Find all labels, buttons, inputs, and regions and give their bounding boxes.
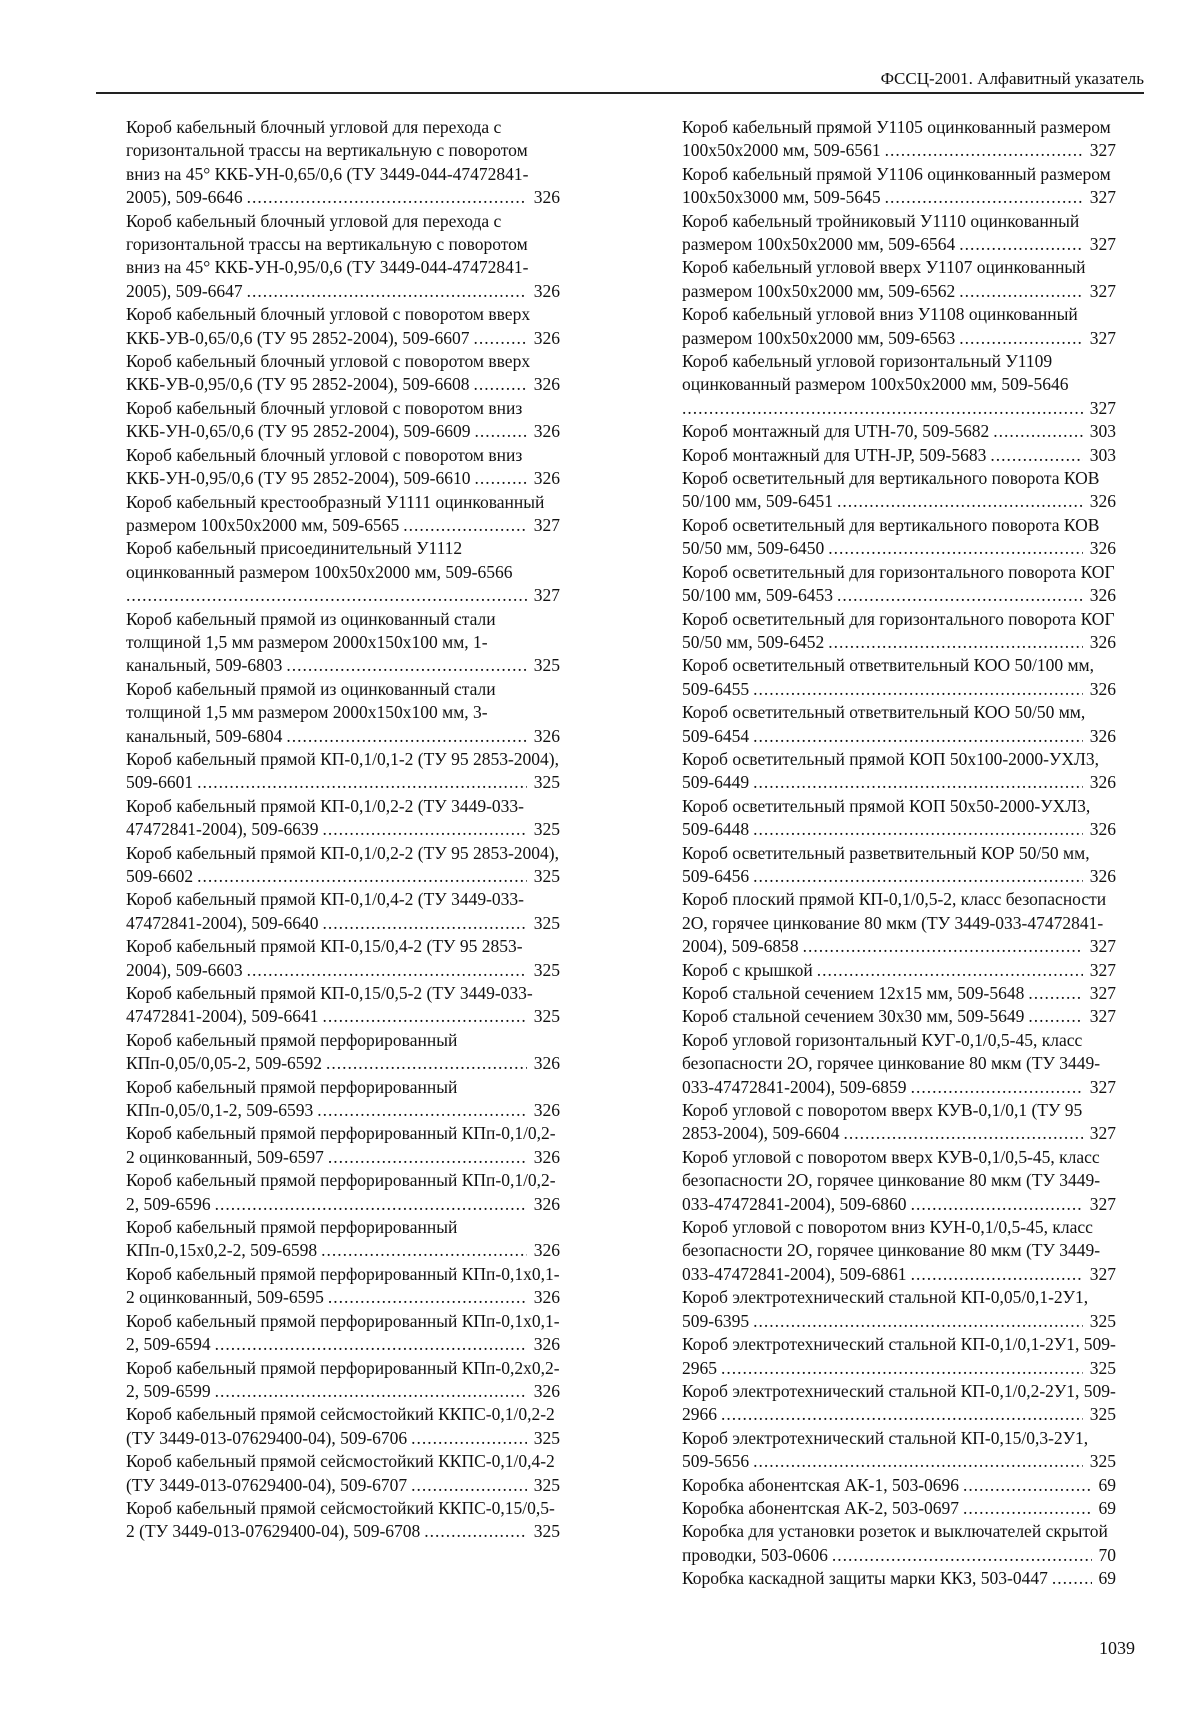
index-entry: [660, 1216, 1116, 1286]
entry-page-number: 326: [1087, 771, 1116, 794]
entry-page-number: 69: [1096, 1474, 1117, 1497]
dot-leader: [753, 818, 1083, 841]
entry-page-number: 327: [1087, 1193, 1116, 1216]
dot-leader: [837, 490, 1083, 513]
entry-text: Короб угловой с поворотом вниз КУН-0,1/0,5-45, класс безопасности 2О, горячее цинкование 80 мкм (ТУ 3449-033-47472841-2004), 509-6861: [682, 1217, 1101, 1284]
index-entry: [660, 561, 1116, 608]
dot-leader: [911, 1076, 1083, 1099]
entry-page-number: 325: [531, 1427, 560, 1450]
dot-leader: [828, 537, 1083, 560]
dot-leader: [963, 1474, 1091, 1497]
entry-text: Короб кабельный прямой перфорированный КПп-0,1х0,1-2 оцинкованный, 509-6595: [126, 1263, 560, 1308]
index-entry: [660, 1380, 1116, 1427]
dot-leader: [803, 935, 1083, 958]
entry-text: Короб кабельный угловой вверх У1107 оцинкованный размером 100х50х2000 мм, 509-6562: [682, 257, 1086, 301]
dot-leader: [197, 865, 527, 888]
entry-page-number: 327: [531, 584, 560, 607]
dot-leader: [247, 280, 527, 303]
dot-leader: [753, 1450, 1083, 1473]
entry-text: Короб кабельный прямой перфорированный КПп-0,2х0,2-2, 509-6599: [126, 1357, 560, 1401]
entry-page-number: 326: [531, 1380, 560, 1403]
dot-leader: [753, 1310, 1083, 1333]
index-entry: [660, 1005, 1116, 1028]
dot-leader: [424, 1520, 526, 1543]
entry-page-number: 325: [1087, 1357, 1116, 1380]
index-entry: [660, 256, 1116, 303]
entry-text: Короб кабельный тройниковый У1110 оцинкованный размером 100х50х2000 мм, 509-6564: [682, 210, 1080, 255]
entry-page-number: 327: [1087, 233, 1116, 256]
entry-page-number: 303: [1087, 444, 1116, 467]
index-entry: [660, 1029, 1116, 1099]
index-entry: [660, 420, 1116, 443]
entry-page-number: 326: [531, 1193, 560, 1216]
dot-leader: [843, 1122, 1082, 1145]
entry-page-number: 325: [1087, 1403, 1116, 1426]
entry-text: Короб кабельный прямой сейсмостойкий ККПС-0,15/0,5-2 (ТУ 3449-013-07629400-04), 509-6708: [126, 1497, 555, 1542]
dot-leader: [328, 1146, 527, 1169]
running-header: [96, 68, 1144, 94]
dot-leader: [474, 467, 526, 490]
index-entry: [660, 163, 1116, 210]
entry-page-number: 325: [531, 865, 560, 888]
index-entry: [660, 514, 1116, 561]
entry-text: Короб кабельный прямой перфорированный КПп-0,15х0,2-2, 509-6598: [126, 1217, 458, 1261]
entry-page-number: 326: [1087, 537, 1116, 560]
dot-leader: [993, 420, 1082, 443]
entry-page-number: 326: [1087, 818, 1116, 841]
entry-text: Короб кабельный блочный угловой с поворотом вверх ККБ-УВ-0,95/0,6 (ТУ 95 2852-2004), 509-6608: [126, 351, 531, 395]
entry-page-number: 326: [531, 725, 560, 748]
entry-text: Короб кабельный блочный угловой для перехода с горизонтальной трассы на вертикальную с поворотом вниз на 45° ККБ-УН-0,65/0,6 (ТУ 3449-044-47472841-2005), 509-6646: [126, 117, 529, 208]
entry-text: Короб осветительный для горизонтального поворота КОГ 50/50 мм, 509-6452: [682, 608, 1115, 652]
dot-leader: [885, 139, 1083, 162]
index-entry: [104, 1497, 560, 1544]
entry-page-number: 326: [531, 1286, 560, 1309]
entry-text: Коробка абонентская АК-2, 503-0697: [682, 1498, 962, 1518]
entry-page-number: 326: [531, 186, 560, 209]
index-entry: [104, 888, 560, 935]
entry-text: Коробка каскадной защиты марки ККЗ, 503-0447: [682, 1568, 1051, 1588]
dot-leader: [328, 1286, 527, 1309]
index-entry: [660, 982, 1116, 1005]
entry-page-number: 326: [531, 1239, 560, 1262]
entry-text: Короб электротехнический стальной КП-0,1/0,1-2У1, 509-2965: [682, 1334, 1116, 1378]
entry-page-number: 325: [1087, 1450, 1116, 1473]
entry-page-number: 327: [1087, 280, 1116, 303]
entry-text: Короб кабельный прямой У1105 оцинкованный размером 100х50х2000 мм, 509-6561: [682, 117, 1111, 161]
dot-leader: [753, 725, 1083, 748]
index-entry: [104, 1216, 560, 1263]
index-entry: [660, 1520, 1116, 1567]
index-entry: [104, 397, 560, 444]
entry-text: Короб угловой с поворотом вверх КУВ-0,1/0,5-45, класс безопасности 2О, горячее цинкование 80 мкм (ТУ 3449-033-47472841-2004), 509-6860: [682, 1146, 1101, 1214]
dot-leader: [322, 912, 526, 935]
dot-leader: [317, 1099, 526, 1122]
entry-text: Короб осветительный прямой КОП 50х50-2000-УХЛ3, 509-6448: [682, 795, 1091, 840]
index-entry: [660, 701, 1116, 748]
dot-leader: [753, 771, 1083, 794]
dot-leader: [837, 584, 1083, 607]
entry-page-number: 327: [1087, 397, 1116, 420]
entry-page-number: 327: [1087, 327, 1116, 350]
dot-leader: [911, 1193, 1083, 1216]
dot-leader: [326, 1052, 527, 1075]
entry-page-number: 326: [531, 1146, 560, 1169]
index-entry: [104, 1169, 560, 1216]
dot-leader: [959, 280, 1083, 303]
entry-text: Короб угловой с поворотом вверх КУВ-0,1/0,1 (ТУ 95 2853-2004), 509-6604: [682, 1100, 1083, 1144]
entry-page-number: 327: [1087, 935, 1116, 958]
entry-page-number: 327: [1087, 1122, 1116, 1145]
page-number: 1039: [1099, 1638, 1135, 1658]
entry-text: Короб электротехнический стальной КП-0,15/0,3-2У1, 509-5656: [682, 1427, 1089, 1472]
entry-text: Короб кабельный прямой перфорированный КПп-0,1/0,2-2, 509-6596: [126, 1170, 556, 1214]
dot-leader: [215, 1380, 527, 1403]
index-entry: [660, 1286, 1116, 1333]
dot-leader: [474, 420, 526, 443]
entry-text: Короб осветительный для горизонтального поворота КОГ 50/100 мм, 509-6453: [682, 561, 1115, 606]
index-entry: [104, 1310, 560, 1357]
entry-text: Коробка абонентская АК-1, 503-0696: [682, 1475, 962, 1495]
index-entry: [660, 444, 1116, 467]
index-entry: [104, 303, 560, 350]
index-entry: [104, 748, 560, 795]
dot-leader: [474, 373, 527, 396]
entry-text: Короб кабельный прямой перфорированный КПп-0,05/0,1-2, 509-6593: [126, 1076, 458, 1121]
entry-page-number: 327: [1087, 959, 1116, 982]
entry-text: Короб кабельный прямой из оцинкованный стали толщиной 1,5 мм размером 2000х150х100 мм, 3-канальный, 509-6804: [126, 678, 496, 746]
entry-text: Короб кабельный блочный угловой с поворотом вниз ККБ-УН-0,95/0,6 (ТУ 95 2852-2004), 509-6610: [126, 444, 523, 489]
entry-text: Короб кабельный блочный угловой с поворотом вверх ККБ-УВ-0,65/0,6 (ТУ 95 2852-2004), 509-6607: [126, 304, 531, 348]
entry-page-number: 325: [531, 818, 560, 841]
index-entry: [104, 210, 560, 304]
dot-leader: [753, 865, 1083, 888]
entry-text: Короб плоский прямой КП-0,1/0,5-2, класс безопасности 2О, горячее цинкование 80 мкм (ТУ 3449-033-47472841-2004), 509-6858: [682, 889, 1107, 957]
index-entry: [104, 1076, 560, 1123]
entry-page-number: 325: [531, 912, 560, 935]
entry-page-number: 326: [531, 1099, 560, 1122]
entry-page-number: 70: [1096, 1544, 1117, 1567]
index-entry: [104, 795, 560, 842]
entry-text: Короб кабельный прямой перфорированный КПп-0,1х0,1-2, 509-6594: [126, 1310, 560, 1355]
dot-leader: [322, 1005, 526, 1028]
dot-leader: [247, 186, 527, 209]
entry-page-number: 325: [531, 959, 560, 982]
dot-leader: [247, 959, 527, 982]
index-entry: [104, 608, 560, 678]
entry-text: Короб кабельный блочный угловой с поворотом вниз ККБ-УН-0,65/0,6 (ТУ 95 2852-2004), 509-6609: [126, 397, 523, 442]
dot-leader: [1028, 1005, 1082, 1028]
dot-leader: [321, 1239, 527, 1262]
dot-leader: [411, 1474, 527, 1497]
dot-leader: [682, 397, 1083, 420]
index-entry: [660, 748, 1116, 795]
entry-text: Короб осветительный разветвительный КОР 50/50 мм, 509-6456: [682, 842, 1090, 886]
entry-page-number: 326: [1087, 631, 1116, 654]
entry-text: Короб угловой горизонтальный КУГ-0,1/0,5-45, класс безопасности 2О, горячее цинкование 80 мкм (ТУ 3449-033-47472841-2004), 509-6859: [682, 1029, 1101, 1097]
index-entry: [104, 350, 560, 397]
index-entry: [660, 1146, 1116, 1216]
index-entry: [660, 654, 1116, 701]
entry-text: Короб осветительный ответвительный КОО 50/100 мм, 509-6455: [682, 655, 1094, 699]
entry-text: Короб монтажный для UTH-70, 509-5682: [682, 421, 992, 441]
dot-leader: [721, 1403, 1083, 1426]
index-entry: [104, 444, 560, 491]
dot-leader: [1052, 1567, 1092, 1590]
entry-text: Короб кабельный крестообразный У1111 оцинкованный размером 100х50х2000 мм, 509-6565: [126, 491, 545, 535]
entry-page-number: 326: [1087, 678, 1116, 701]
index-entry: [104, 1357, 560, 1404]
entry-text: Короб кабельный угловой вниз У1108 оцинкованный размером 100х50х2000 мм, 509-6563: [682, 304, 1078, 348]
entry-text: Короб кабельный прямой перфорированный КПп-0,1/0,2-2 оцинкованный, 509-6597: [126, 1123, 556, 1167]
index-entry: [660, 1497, 1116, 1520]
entry-page-number: 327: [1087, 186, 1116, 209]
entry-page-number: 327: [1087, 1005, 1116, 1028]
entry-text: Короб кабельный прямой сейсмостойкий ККПС-0,1/0,2-2 (ТУ 3449-013-07629400-04), 509-6706: [126, 1404, 555, 1448]
entry-page-number: 303: [1087, 420, 1116, 443]
entry-page-number: 326: [1087, 490, 1116, 513]
entry-text: Короб кабельный прямой КП-0,1/0,2-2 (ТУ 95 2853-2004), 509-6602: [126, 842, 559, 886]
index-entry: [104, 678, 560, 748]
dot-leader: [322, 818, 526, 841]
entry-text: Короб кабельный прямой сейсмостойкий ККПС-0,1/0,4-2 (ТУ 3449-013-07629400-04), 509-6707: [126, 1451, 555, 1495]
dot-leader: [215, 1193, 527, 1216]
dot-leader: [403, 514, 527, 537]
entry-page-number: 325: [531, 1005, 560, 1028]
index-entry: [660, 608, 1116, 655]
dot-leader: [959, 233, 1083, 256]
entry-page-number: 327: [531, 514, 560, 537]
entry-text: Короб кабельный прямой У1106 оцинкованный размером 100х50х3000 мм, 509-5645: [682, 163, 1111, 208]
entry-text: Короб монтажный для UTH-JP, 509-5683: [682, 445, 989, 465]
dot-leader: [286, 725, 526, 748]
dot-leader: [832, 1544, 1092, 1567]
index-entry: [660, 1474, 1116, 1497]
entry-page-number: 325: [531, 771, 560, 794]
index-entry: [104, 1122, 560, 1169]
entry-text: Короб кабельный прямой КП-0,1/0,1-2 (ТУ 95 2853-2004), 509-6601: [126, 748, 559, 793]
entry-text: Короб осветительный ответвительный КОО 50/50 мм, 509-6454: [682, 702, 1086, 746]
entry-text: Короб осветительный прямой КОП 50х100-2000-УХЛ3, 509-6449: [682, 748, 1100, 793]
entry-text: Короб кабельный блочный угловой для перехода с горизонтальной трассы на вертикальную с поворотом вниз на 45° ККБ-УН-0,95/0,6 (ТУ 3449-044-47472841-2005), 509-6647: [126, 210, 529, 301]
index-entry: [660, 1427, 1116, 1474]
index-entry: [104, 1403, 560, 1450]
dot-leader: [990, 444, 1082, 467]
entry-text: Короб стальной сечением 30х30 мм, 509-5649: [682, 1006, 1027, 1026]
entry-text: Коробка для установки розеток и выключателей скрытой проводки, 503-0606: [682, 1521, 1108, 1565]
index-entry: [104, 1450, 560, 1497]
entry-page-number: 326: [1087, 584, 1116, 607]
dot-leader: [959, 327, 1083, 350]
entry-page-number: 69: [1096, 1497, 1117, 1520]
entry-text: Короб кабельный присоединительный У1112 оцинкованный размером 100х50х2000 мм, 509-6566: [126, 538, 515, 581]
entry-page-number: 326: [531, 1052, 560, 1075]
entry-page-number: 69: [1096, 1567, 1117, 1590]
index-entry: [104, 491, 560, 538]
entry-page-number: 327: [1087, 982, 1116, 1005]
entry-page-number: 326: [1087, 725, 1116, 748]
dot-leader: [197, 771, 527, 794]
index-entry: [660, 795, 1116, 842]
entry-page-number: 325: [1087, 1310, 1116, 1333]
entry-page-number: 326: [531, 420, 560, 443]
dot-leader: [411, 1427, 527, 1450]
entry-page-number: 326: [531, 280, 560, 303]
entry-text: Короб кабельный прямой КП-0,1/0,2-2 (ТУ 3449-033-47472841-2004), 509-6639: [126, 795, 524, 840]
entry-page-number: 326: [531, 1333, 560, 1356]
index-entry: [660, 1567, 1116, 1590]
entry-text: Короб кабельный прямой КП-0,15/0,5-2 (ТУ 3449-033-47472841-2004), 509-6641: [126, 983, 533, 1027]
entry-page-number: 325: [531, 1474, 560, 1497]
dot-leader: [286, 654, 526, 677]
index-entry: [104, 1263, 560, 1310]
entry-page-number: 325: [531, 1520, 560, 1543]
entry-text: Короб кабельный прямой из оцинкованный стали толщиной 1,5 мм размером 2000х150х100 мм, 1-канальный, 509-6803: [126, 608, 496, 676]
header-title: ФССЦ-2001. Алфавитный указатель: [880, 69, 1144, 88]
entry-text: Короб с крышкой: [682, 960, 816, 980]
entry-page-number: 326: [531, 327, 560, 350]
entry-text: Короб электротехнический стальной КП-0,05/0,1-2У1, 509-6395: [682, 1287, 1089, 1331]
index-entry: [660, 842, 1116, 889]
entry-text: Короб осветительный для вертикального поворота КОВ 50/100 мм, 509-6451: [682, 468, 1100, 512]
index-entry: [104, 935, 560, 982]
entry-page-number: 327: [1087, 139, 1116, 162]
index-column-left: [104, 116, 560, 1544]
index-entry: [104, 116, 560, 210]
dot-leader: [885, 186, 1083, 209]
index-entry: [660, 210, 1116, 257]
index-entry: [104, 537, 560, 607]
dot-leader: [721, 1357, 1083, 1380]
index-entry: [660, 1333, 1116, 1380]
index-column-right: [660, 116, 1116, 1591]
index-entry: [104, 982, 560, 1029]
dot-leader: [828, 631, 1083, 654]
dot-leader: [911, 1263, 1083, 1286]
entry-text: Короб осветительный для вертикального поворота КОВ 50/50 мм, 509-6450: [682, 514, 1100, 559]
index-entry: [660, 467, 1116, 514]
dot-leader: [474, 327, 527, 350]
index-entry: [660, 959, 1116, 982]
dot-leader: [817, 959, 1083, 982]
index-entry: [104, 1029, 560, 1076]
dot-leader: [753, 678, 1083, 701]
entry-text: Короб кабельный прямой перфорированный КПп-0,05/0,05-2, 509-6592: [126, 1029, 458, 1074]
index-entry: [104, 842, 560, 889]
dot-leader: [1028, 982, 1082, 1005]
entry-text: Короб кабельный прямой КП-0,1/0,4-2 (ТУ 3449-033-47472841-2004), 509-6640: [126, 889, 524, 933]
entry-text: Короб кабельный прямой КП-0,15/0,4-2 (ТУ 95 2853-2004), 509-6603: [126, 936, 523, 980]
entry-page-number: 326: [1087, 865, 1116, 888]
index-entry: [660, 303, 1116, 350]
index-entry: [660, 1099, 1116, 1146]
entry-page-number: 326: [531, 373, 560, 396]
entry-text: Короб электротехнический стальной КП-0,1/0,2-2У1, 509-2966: [682, 1380, 1116, 1425]
index-entry: [660, 116, 1116, 163]
index-entry: [660, 888, 1116, 958]
entry-page-number: 327: [1087, 1076, 1116, 1099]
entry-page-number: 326: [531, 467, 560, 490]
dot-leader: [963, 1497, 1091, 1520]
dot-leader: [126, 584, 527, 607]
entry-text: Короб кабельный угловой горизонтальный У1109 оцинкованный размером 100х50х2000 мм, 509-5646: [682, 351, 1071, 394]
index-entry: [660, 350, 1116, 420]
entry-page-number: 325: [531, 654, 560, 677]
dot-leader: [215, 1333, 527, 1356]
entry-text: Короб стальной сечением 12х15 мм, 509-5648: [682, 983, 1027, 1003]
entry-page-number: 327: [1087, 1263, 1116, 1286]
